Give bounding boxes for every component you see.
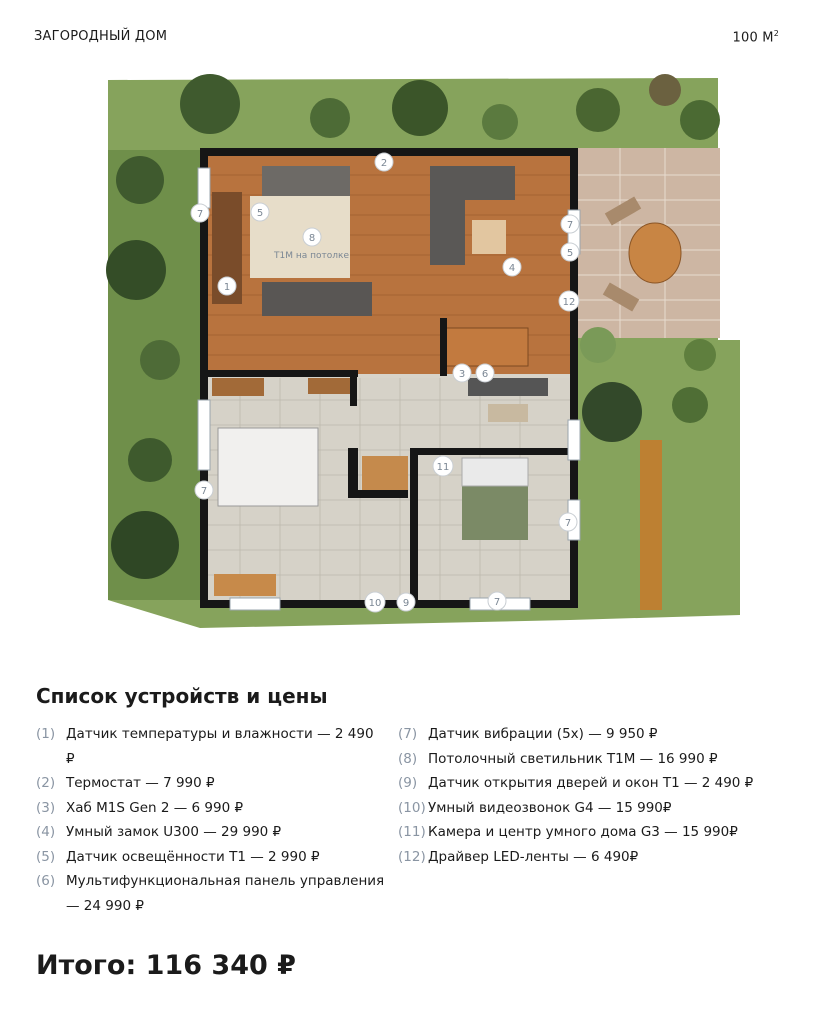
bench <box>214 574 276 596</box>
bed-headboard <box>462 458 528 486</box>
device-list-left <box>36 722 386 918</box>
marker-4 <box>503 258 521 276</box>
total-price: Итого: 116 340 ₽ <box>36 950 296 981</box>
item-number: (5) <box>36 848 56 865</box>
coffee-table <box>472 220 506 254</box>
area-value: 100 М <box>732 30 774 46</box>
item-text: Датчик температуры и влажности — 2 490 ₽ <box>66 726 374 767</box>
item-text: Потолочный светильник T1M — 16 990 ₽ <box>428 750 718 767</box>
list-item <box>36 820 386 845</box>
item-text: Датчик вибрации (5х) — 9 950 ₽ <box>428 726 658 742</box>
list-item <box>36 796 386 821</box>
list-item <box>398 722 758 747</box>
dining-table <box>444 328 528 366</box>
area-superscript: 2 <box>773 29 779 38</box>
item-text: Камера и центр умного дома G3 — 15 990₽ <box>428 824 738 840</box>
item-number: (10) <box>398 799 426 816</box>
device-list-right <box>398 722 758 869</box>
item-text: Датчик освещённости T1 — 2 990 ₽ <box>66 848 320 865</box>
desk <box>308 378 352 394</box>
item-text: Драйвер LED-ленты — 6 490₽ <box>428 848 639 865</box>
item-number: (11) <box>398 824 426 840</box>
marker-7 <box>488 592 506 610</box>
marker-7 <box>559 513 577 531</box>
item-number: (4) <box>36 824 56 840</box>
item-number: (8) <box>398 750 418 767</box>
patio-table <box>629 223 681 283</box>
kitchen-island <box>488 404 528 422</box>
marker-label: 9 <box>402 598 410 609</box>
marker-7 <box>191 204 209 222</box>
list-item <box>398 747 758 772</box>
list-item <box>36 869 386 918</box>
marker-12 <box>559 291 579 311</box>
marker-label: 5 <box>256 208 264 219</box>
item-number: (12) <box>398 848 426 865</box>
sofa <box>262 166 350 196</box>
list-item <box>36 722 386 771</box>
marker-label: 7 <box>196 209 204 220</box>
marker-11 <box>433 456 453 476</box>
marker-label: 7 <box>566 220 574 231</box>
marker-1 <box>218 277 236 295</box>
item-number: (9) <box>398 775 418 791</box>
marker-label: 3 <box>458 369 466 380</box>
marker-label: 8 <box>308 233 316 244</box>
item-text: Термостат — 7 990 ₽ <box>66 775 215 791</box>
list-item <box>398 845 758 870</box>
ceiling-light-note: T1M на потолке <box>274 251 349 261</box>
item-number: (7) <box>398 726 418 742</box>
stairs <box>362 456 408 494</box>
bed <box>218 428 318 506</box>
marker-8 <box>303 228 321 246</box>
sofa <box>262 282 372 316</box>
marker-label: 11 <box>436 462 450 473</box>
marker-7 <box>195 481 213 499</box>
marker-6 <box>476 364 494 382</box>
item-number: (3) <box>36 799 56 816</box>
list-item <box>36 771 386 796</box>
item-text: Хаб M1S Gen 2 — 6 990 ₽ <box>66 799 244 816</box>
marker-9 <box>397 593 415 611</box>
list-item <box>398 796 758 821</box>
marker-label: 12 <box>562 297 576 308</box>
marker-5 <box>561 243 579 261</box>
list-item <box>398 820 758 845</box>
marker-5 <box>251 203 269 221</box>
marker-label: 2 <box>380 158 388 169</box>
item-number: (1) <box>36 726 56 742</box>
marker-label: 6 <box>481 369 489 380</box>
item-text: Умный видеозвонок G4 — 15 990₽ <box>428 799 672 816</box>
marker-label: 10 <box>368 598 382 609</box>
list-item <box>398 771 758 796</box>
bed <box>462 486 528 540</box>
list-item <box>36 845 386 870</box>
marker-label: 4 <box>508 263 516 274</box>
item-text: Умный замок U300 — 29 990 ₽ <box>66 824 282 840</box>
marker-2 <box>375 153 393 171</box>
item-number: (2) <box>36 775 56 791</box>
device-list-title: Список устройств и цены <box>36 684 328 708</box>
marker-3 <box>453 364 471 382</box>
marker-10 <box>365 592 385 612</box>
page-title: ЗАГОРОДНЫЙ ДОМ <box>34 29 168 44</box>
marker-label: 7 <box>200 486 208 497</box>
item-text: Датчик открытия дверей и окон T1 — 2 490 ₽ <box>428 775 754 791</box>
marker-7 <box>561 215 579 233</box>
marker-label: 7 <box>564 518 572 529</box>
item-number: (6) <box>36 873 56 889</box>
item-text: Мультифункциональная панель управления — 24 990 ₽ <box>66 873 385 914</box>
desk <box>212 378 264 396</box>
marker-label: 1 <box>223 282 231 293</box>
marker-label: 7 <box>493 597 501 608</box>
marker-label: 5 <box>566 248 574 259</box>
